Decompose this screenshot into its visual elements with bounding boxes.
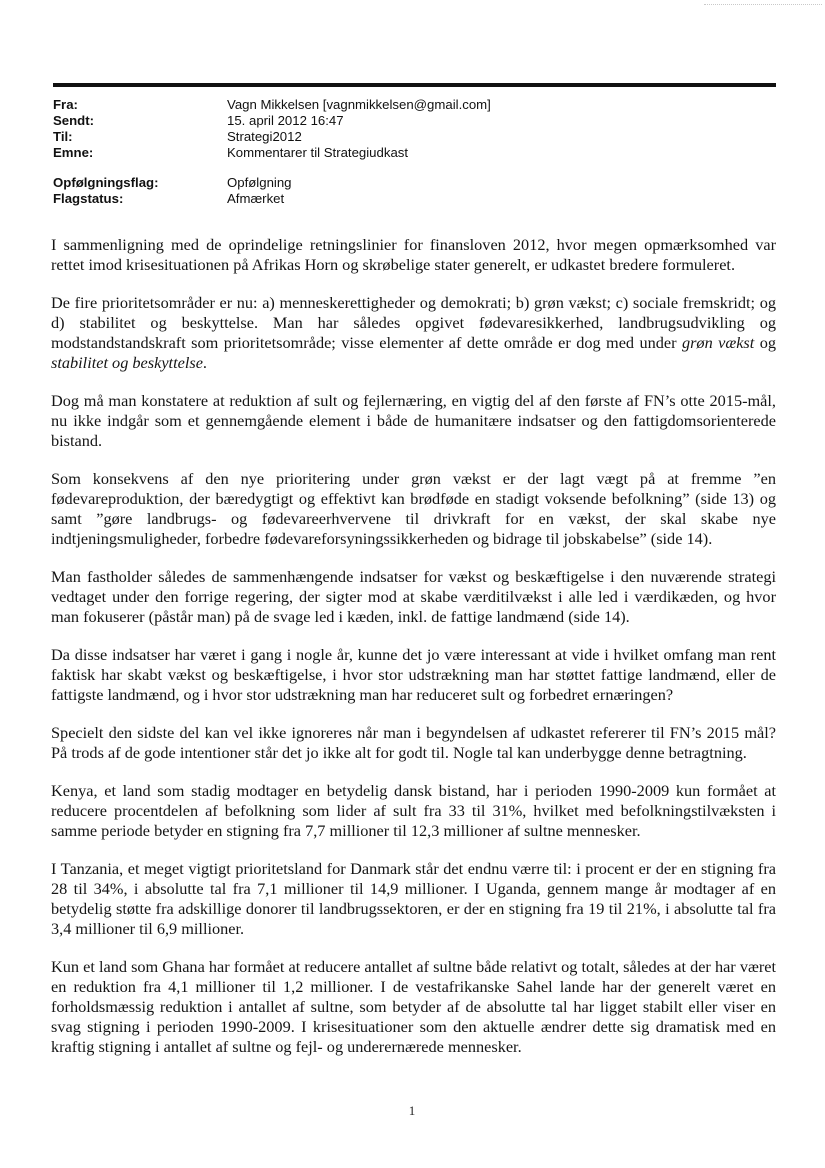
- paragraph-2-emphasis-2: stabilitet og beskyttelse: [51, 353, 203, 372]
- subject-label: Emne:: [53, 145, 94, 160]
- paragraph-2-end: .: [202, 353, 207, 372]
- to-row: [53, 129, 775, 145]
- to-label: Til:: [53, 129, 73, 144]
- paragraph-4: Som konsekvens af den nye prioritering under grøn vækst er der lagt vægt på at fremme ”en fødevareproduktion, der bæredygtigt og effektivt kan brødføde en stadigt voksende befolkning” (side 13) og samt ”gøre landbrugs- og fødevareerhvervene til drivkraft for en vækst, der skal skabe nye indtjeningsmuligheder, forbedre fødevareforsyningssikkerheden og bidrage til jobskabelse” (side 14).: [51, 469, 776, 548]
- header-rule: [53, 83, 776, 87]
- paragraph-2: [51, 293, 776, 373]
- followup-flag-label: Opfølgningsflag:: [53, 175, 159, 190]
- from-row: [53, 97, 775, 113]
- paragraph-1: I sammenligning med de oprindelige retningslinier for finansloven 2012, hvor megen opmærksomhed var rettet imod krisesituationen på Afrikas Horn og skrøbelige stater generelt, er udkastet bredere formuleret.: [51, 235, 776, 274]
- paragraph-9: I Tanzania, et meget vigtigt prioritetsland for Danmark står det endnu værre til: i procent er der en stigning fra 28 til 34%, i absolutte tal fra 7,1 millioner til 14,9 millioner. I Uganda, gennem mange år modtager af en betydelig støtte fra adskillige donorer til landbrugssektoren, er der en stigning fra 19 til 21%, i absolutte tal fra 3,4 millioner til 6,9 millioner.: [51, 859, 776, 938]
- flag-status-value: Afmærket: [227, 191, 285, 206]
- paragraph-8: Kenya, et land som stadig modtager en betydelig dansk bistand, har i perioden 1990-2009 kun formået at reducere procentdelen af befolkning som lider af sult fra 33 til 31%, hvilket med befolkningstilvæksten i samme periode betyder en stigning fra 7,7 millioner til 12,3 millioner af sultne mennesker.: [51, 781, 776, 840]
- letter-body: [51, 235, 776, 1075]
- flag-status-row: [53, 191, 775, 207]
- email-header: [53, 97, 775, 207]
- sent-row: [53, 113, 775, 129]
- followup-flag-row: [53, 175, 775, 191]
- paragraph-2-text: De fire prioritetsområder er nu: a) menneskerettigheder og demokrati; b) grøn vækst; c) sociale fremskridt; og d) stabilitet og beskyttelse. Man har således opgivet fødevaresikkerhed, landbrugsudvikling og modstandstandskraft som prioritetsområde; visse elementer af dette område er dog med under: [51, 293, 776, 352]
- page-number: 1: [408, 1103, 416, 1118]
- paragraph-6: Da disse indsatser har været i gang i nogle år, kunne det jo være interessant at vide i hvilket omfang man rent faktisk har skabt vækst og beskæftigelse, i hvor stor udstrækning man har støttet fattige landmænd, eller de fattigste landmænd, og i hvor stor udstrækning man har reduceret sult og forbedret ernæringen?: [51, 645, 776, 704]
- from-value: Vagn Mikkelsen [vagnmikkelsen@gmail.com]: [227, 97, 491, 112]
- paragraph-7: Specielt den sidste del kan vel ikke ignoreres når man i begyndelsen af udkastet refererer til FN’s 2015 mål? På trods af de gode intentioner står det jo ikke alt for godt til. Nogle tal kan underbygge denne betragtning.: [51, 723, 776, 762]
- paragraph-2-emphasis-1: grøn vækst: [681, 333, 755, 352]
- subject-row: [53, 145, 775, 161]
- followup-flag-value: Opfølgning: [227, 175, 292, 190]
- sent-value: 15. april 2012 16:47: [227, 113, 344, 128]
- paragraph-2-conjunction: og: [754, 333, 776, 352]
- to-value: Strategi2012: [227, 129, 302, 144]
- flag-status-label: Flagstatus:: [53, 191, 124, 206]
- scan-corner-mark: [704, 4, 822, 5]
- paragraph-3: Dog må man konstatere at reduktion af sult og fejlernæring, en vigtig del af den første af FN’s otte 2015-mål, nu ikke indgår som et gennemgående element i både de humanitære indsatser og den fattigdomsorienterede bistand.: [51, 391, 776, 450]
- subject-value: Kommentarer til Strategiudkast: [227, 145, 409, 160]
- sent-label: Sendt:: [53, 113, 95, 128]
- paragraph-10: Kun et land som Ghana har formået at reducere antallet af sultne både relativt og totalt, således at der har været en reduktion fra 4,1 millioner til 1,2 millioner. I de vestafrikanske Sahel lande har der generelt været en forholdsmæssig reduktion i antallet af sultne, som betyder af de absolutte tal har ligget stabilt eller viser en svag stigning i perioden 1990-2009. I krisesituationer som den aktuelle ændrer dette sig dramatisk med en kraftig stigning i antallet af sultne og fejl- og underernærede mennesker.: [51, 957, 776, 1056]
- paragraph-5: Man fastholder således de sammenhængende indsatser for vækst og beskæftigelse i den nuværende strategi vedtaget under den forrige regering, der sigter mod at skabe værditilvækst i alle led i værdikæden, og hvor man fokuserer (påstår man) på de svage led i kæden, inkl. de fattige landmænd (side 14).: [51, 567, 776, 626]
- from-label: Fra:: [53, 97, 78, 112]
- header-gap: [53, 161, 775, 175]
